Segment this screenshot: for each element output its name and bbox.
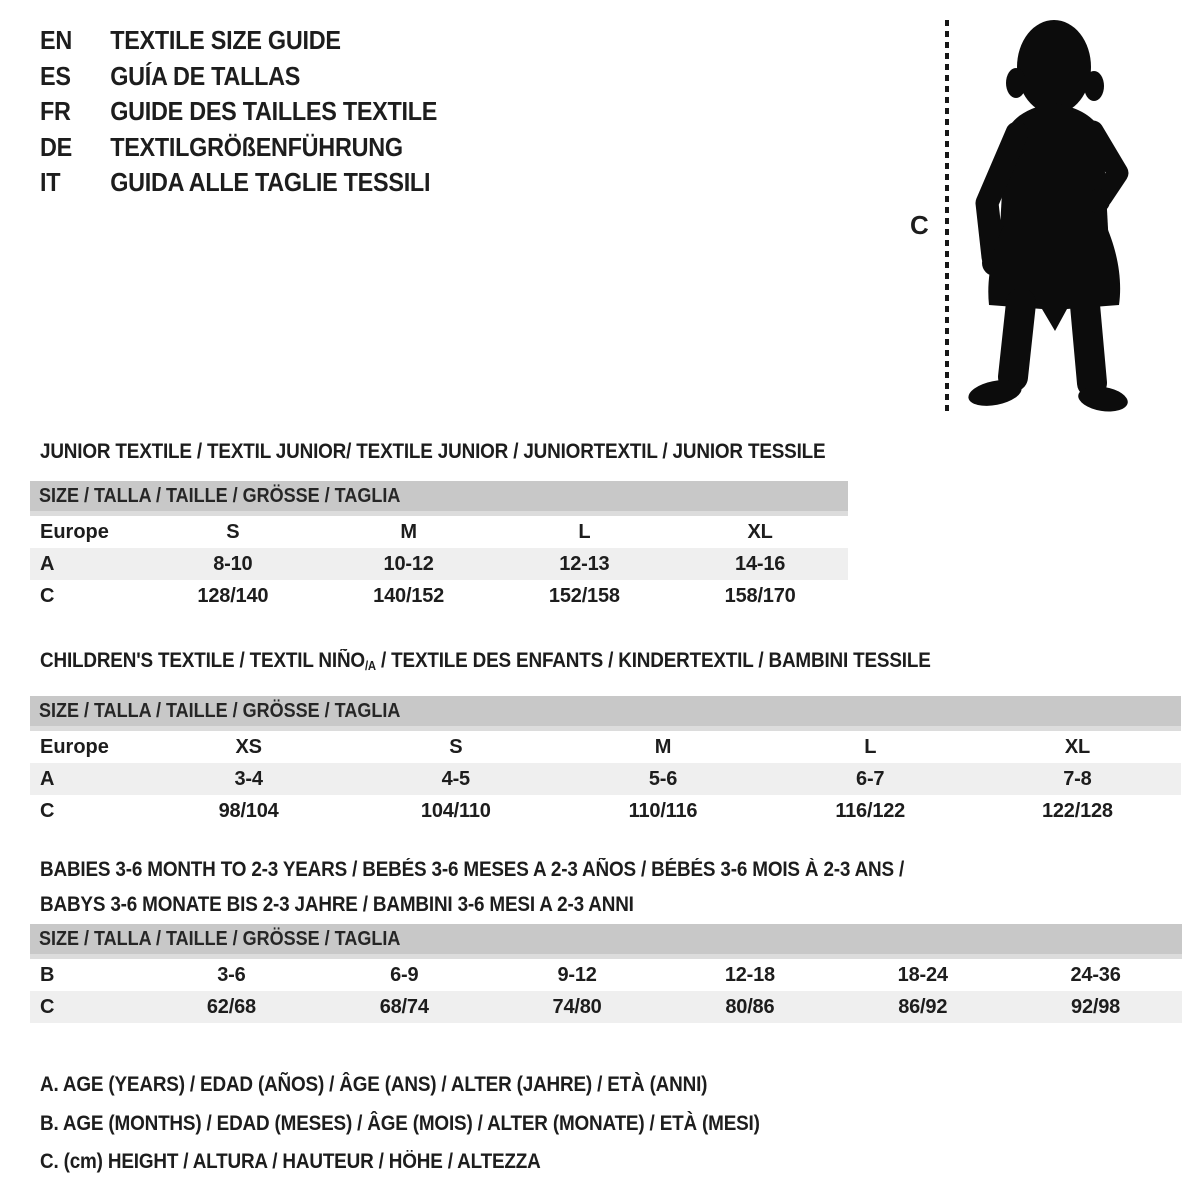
- table-cell: 3-4: [234, 768, 263, 791]
- section-title-line: [40, 852, 1068, 887]
- table-cell: 110/116: [628, 800, 698, 823]
- table-cell: 10-12: [383, 553, 434, 575]
- table-cell: L: [864, 736, 877, 759]
- legend-line: C. (cm) HEIGHT / ALTURA / HAUTEUR / HÖHE / ALTEZZA: [40, 1150, 541, 1173]
- language-row: [40, 165, 437, 201]
- size-header-bar: [30, 924, 1182, 959]
- table-cell: 3-6: [217, 964, 246, 986]
- table-cell: XL: [747, 521, 773, 543]
- section-title-line: [40, 887, 1068, 922]
- legend-line: A. AGE (YEARS) / EDAD (AÑOS) / ÂGE (ANS) / ALTER (JAHRE) / ETÀ (ANNI): [40, 1073, 708, 1096]
- table-cell: 68/74: [379, 996, 429, 1018]
- section-childrens-textile: [30, 643, 1181, 827]
- toddler-shape: [966, 20, 1129, 415]
- table-cell: 18-24: [897, 964, 948, 986]
- table-cell: 14-16: [735, 553, 786, 575]
- section-title-text: CHILDREN'S TEXTILE / TEXTIL NIÑO: [40, 649, 365, 672]
- size-table: [30, 696, 1181, 827]
- table-cell: 158/170: [724, 585, 796, 607]
- language-code: EN: [40, 25, 72, 55]
- section-junior-textile: [30, 434, 848, 612]
- table-cell: 6-7: [856, 768, 885, 791]
- language-row: [40, 94, 437, 130]
- language-label: TEXTILE SIZE GUIDE: [110, 25, 341, 55]
- table-cell: 24-36: [1070, 964, 1121, 986]
- table-body: [30, 731, 1181, 827]
- table-cell: 4-5: [441, 768, 470, 791]
- language-row: [40, 59, 437, 95]
- row-label: B: [40, 964, 55, 986]
- section-title-text: / TEXTILE DES ENFANTS / KINDERTEXTIL / BAMBINI TESSILE: [375, 649, 931, 672]
- table-row: [30, 516, 848, 548]
- section-title-text: BABYS 3-6 MONATE BIS 2-3 JAHRE / BAMBINI 3-6 MESI A 2-3 ANNI: [40, 893, 634, 916]
- measure-label-c: C: [910, 210, 929, 240]
- table-cell: 116/122: [835, 800, 906, 823]
- section-title-sub: /A: [364, 659, 376, 674]
- table-cell: XS: [235, 736, 262, 759]
- table-cell: 140/152: [373, 585, 445, 607]
- table-cell: 80/86: [725, 996, 775, 1018]
- language-label: GUIDA ALLE TAGLIE TESSILI: [110, 167, 431, 198]
- measurement-legend: [40, 1066, 840, 1182]
- table-body: [30, 959, 1182, 1023]
- table-cell: 92/98: [1071, 996, 1121, 1018]
- table-cell: 12-18: [724, 964, 775, 986]
- table-cell: 5-6: [648, 768, 678, 791]
- table-body: [30, 516, 848, 612]
- size-header-text: SIZE / TALLA / TAILLE / GRÖSSE / TAGLIA: [39, 928, 401, 950]
- table-cell: S: [226, 521, 240, 543]
- table-cell: S: [449, 736, 463, 759]
- row-label: Europe: [40, 736, 109, 759]
- section-title: [40, 852, 1182, 922]
- table-cell: M: [400, 521, 417, 543]
- table-cell: 104/110: [420, 800, 491, 823]
- row-label: C: [40, 585, 55, 607]
- language-code: DE: [40, 131, 72, 162]
- section-title: [40, 434, 848, 469]
- section-title-line: [40, 434, 826, 469]
- size-header-text: SIZE / TALLA / TAILLE / GRÖSSE / TAGLIA: [39, 485, 401, 507]
- table-cell: 62/68: [206, 996, 256, 1018]
- language-code: IT: [40, 167, 61, 198]
- language-code: FR: [40, 96, 71, 127]
- section-babies-textile: [30, 852, 1182, 1023]
- language-label: GUÍA DE TALLAS: [110, 60, 301, 91]
- language-list: [40, 23, 481, 201]
- row-label: C: [40, 996, 55, 1018]
- table-row: [30, 763, 1181, 795]
- row-label: A: [40, 768, 55, 791]
- language-row: [40, 23, 437, 59]
- table-cell: M: [654, 736, 672, 759]
- table-cell: L: [578, 521, 591, 543]
- table-row: [30, 580, 848, 612]
- language-code: ES: [40, 60, 71, 91]
- row-label: C: [40, 800, 55, 823]
- table-cell: 86/92: [898, 996, 948, 1018]
- table-row: [30, 795, 1181, 827]
- section-title-text: JUNIOR TEXTILE / TEXTIL JUNIOR/ TEXTILE JUNIOR / JUNIORTEXTIL / JUNIOR TESSILE: [40, 440, 826, 463]
- table-cell: 6-9: [390, 964, 419, 986]
- table-cell: 98/104: [218, 800, 279, 823]
- size-header-bar: [30, 481, 848, 516]
- language-row: [40, 130, 437, 166]
- table-cell: 122/128: [1041, 800, 1113, 823]
- table-row: [30, 991, 1182, 1023]
- table-cell: 74/80: [552, 996, 602, 1018]
- language-label: TEXTILGRÖßENFÜHRUNG: [110, 131, 403, 162]
- row-label: Europe: [40, 521, 109, 543]
- table-row: [30, 548, 848, 580]
- table-cell: 128/140: [197, 585, 269, 607]
- table-cell: 9-12: [557, 964, 597, 986]
- section-title: [40, 643, 1181, 684]
- row-label: A: [40, 553, 55, 575]
- size-header-bar: [30, 696, 1181, 731]
- size-table: [30, 924, 1182, 1023]
- table-cell: 152/158: [548, 585, 620, 607]
- table-cell: 8-10: [213, 553, 253, 575]
- section-title-text: BABIES 3-6 MONTH TO 2-3 YEARS / BEBÉS 3-6 MESES A 2-3 AÑOS / BÉBÉS 3-6 MOIS À 2-3 ANS /: [40, 858, 905, 881]
- height-measure-dashed-line: [945, 20, 949, 412]
- size-header-text: SIZE / TALLA / TAILLE / GRÖSSE / TAGLIA: [39, 700, 401, 723]
- table-cell: 7-8: [1063, 768, 1092, 791]
- table-row: [30, 959, 1182, 991]
- language-label: GUIDE DES TAILLES TEXTILE: [110, 96, 438, 127]
- table-cell: 12-13: [559, 553, 610, 575]
- section-title-line: [40, 643, 1067, 684]
- table-row: [30, 731, 1181, 763]
- size-table: [30, 481, 848, 612]
- legend-line: B. AGE (MONTHS) / EDAD (MESES) / ÂGE (MOIS) / ALTER (MONATE) / ETÀ (MESI): [40, 1111, 760, 1135]
- table-cell: XL: [1064, 736, 1090, 759]
- toddler-silhouette-icon: [957, 15, 1142, 415]
